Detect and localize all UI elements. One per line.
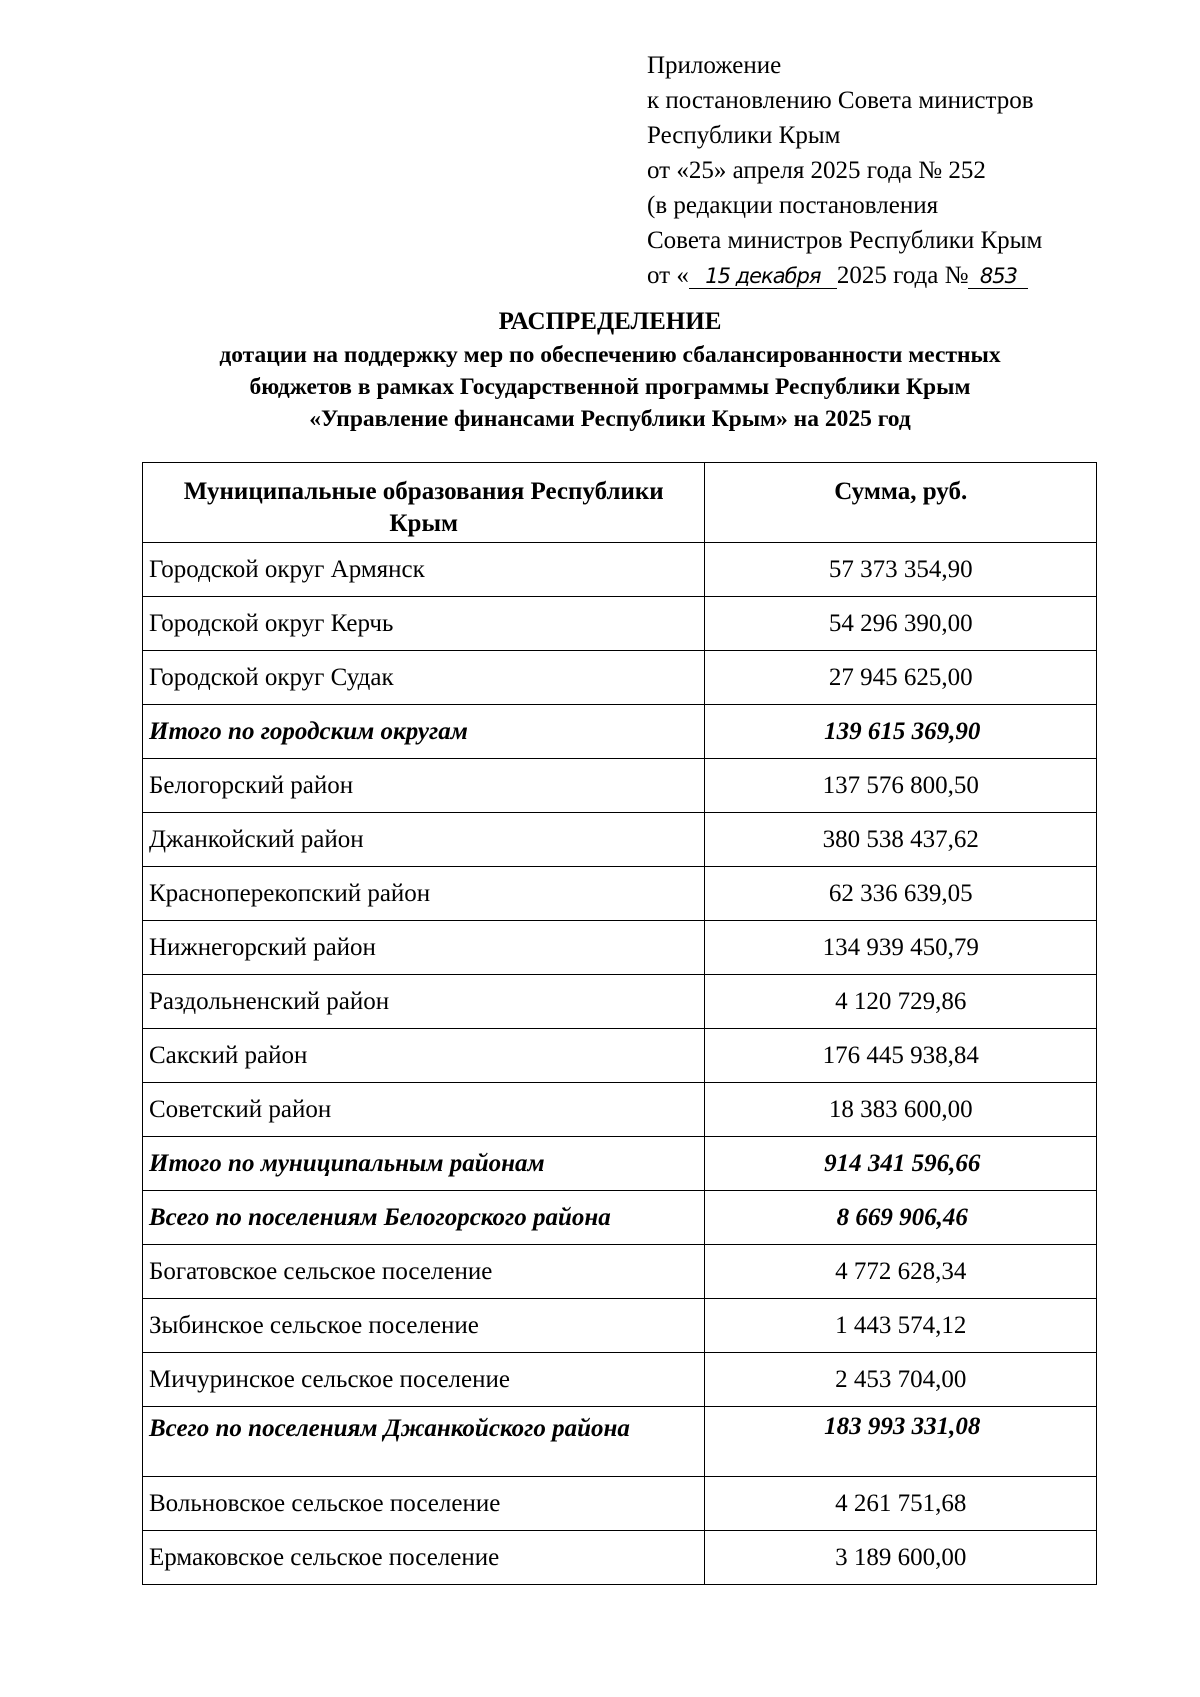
row-name: Всего по поселениям Джанкойского района bbox=[143, 1407, 705, 1477]
row-sum: 8 669 906,46 bbox=[705, 1191, 1097, 1245]
table-row bbox=[143, 543, 1097, 597]
table-row bbox=[143, 1029, 1097, 1083]
row-sum: 134 939 450,79 bbox=[705, 921, 1097, 975]
row-sum: 27 945 625,00 bbox=[705, 651, 1097, 705]
row-name: Зыбинское сельское поселение bbox=[143, 1299, 705, 1353]
appendix-line-6: Совета министров Республики Крым bbox=[647, 227, 1043, 254]
row-sum: 4 261 751,68 bbox=[705, 1477, 1097, 1531]
row-sum: 18 383 600,00 bbox=[705, 1083, 1097, 1137]
table-row bbox=[143, 975, 1097, 1029]
distribution-table bbox=[142, 462, 1097, 1585]
row-name: Городской округ Армянск bbox=[143, 543, 705, 597]
row-name: Советский район bbox=[143, 1083, 705, 1137]
table-row bbox=[143, 1477, 1097, 1531]
table-row bbox=[143, 1353, 1097, 1407]
table-row bbox=[143, 1299, 1097, 1353]
appendix-date-prefix: от « bbox=[647, 262, 689, 289]
row-sum: 380 538 437,62 bbox=[705, 813, 1097, 867]
appendix-year-number-label: 2025 года № bbox=[836, 262, 969, 289]
row-sum: 914 341 596,66 bbox=[705, 1137, 1097, 1191]
row-name: Мичуринское сельское поселение bbox=[143, 1353, 705, 1407]
table-row bbox=[143, 921, 1097, 975]
row-sum: 57 373 354,90 bbox=[705, 543, 1097, 597]
appendix-line-3: Республики Крым bbox=[647, 122, 841, 149]
appendix-line-5: (в редакции постановления bbox=[647, 192, 939, 219]
row-name: Белогорский район bbox=[143, 759, 705, 813]
row-sum: 3 189 600,00 bbox=[705, 1531, 1097, 1585]
appendix-line-2: к постановлению Совета министров bbox=[647, 87, 1034, 114]
header-municipality: Муниципальные образования Республики Крым bbox=[143, 463, 705, 543]
table-row bbox=[143, 813, 1097, 867]
subtotal-row bbox=[143, 705, 1097, 759]
table-row bbox=[143, 597, 1097, 651]
table-row bbox=[143, 1245, 1097, 1299]
handwritten-date: 15 декабря bbox=[689, 264, 837, 289]
header-sum: Сумма, руб. bbox=[705, 463, 1097, 543]
table-row bbox=[143, 759, 1097, 813]
row-name: Раздольненский район bbox=[143, 975, 705, 1029]
appendix-line-4: от «25» апреля 2025 года № 252 bbox=[647, 157, 986, 184]
title-main: РАСПРЕДЕЛЕНИЕ bbox=[498, 308, 722, 335]
row-sum: 4 120 729,86 bbox=[705, 975, 1097, 1029]
row-sum: 176 445 938,84 bbox=[705, 1029, 1097, 1083]
row-sum: 137 576 800,50 bbox=[705, 759, 1097, 813]
row-name: Красноперекопский район bbox=[143, 867, 705, 921]
row-sum: 4 772 628,34 bbox=[705, 1245, 1097, 1299]
document-title bbox=[130, 305, 1090, 435]
table-row bbox=[143, 867, 1097, 921]
handwritten-number: 853 bbox=[968, 264, 1028, 289]
row-name: Всего по поселениям Белогорского района bbox=[143, 1191, 705, 1245]
subtotal-row bbox=[143, 1137, 1097, 1191]
row-name: Вольновское сельское поселение bbox=[143, 1477, 705, 1531]
title-line-2: бюджетов в рамках Государственной программы Республики Крым bbox=[249, 374, 971, 400]
row-sum: 139 615 369,90 bbox=[705, 705, 1097, 759]
row-name: Итого по городским округам bbox=[143, 705, 705, 759]
appendix-block bbox=[647, 48, 1042, 293]
row-name: Городской округ Керчь bbox=[143, 597, 705, 651]
row-name: Городской округ Судак bbox=[143, 651, 705, 705]
table-row bbox=[143, 1083, 1097, 1137]
row-name: Ермаковское сельское поселение bbox=[143, 1531, 705, 1585]
table-row bbox=[143, 651, 1097, 705]
table-row bbox=[143, 1531, 1097, 1585]
appendix-line-7 bbox=[647, 258, 1042, 293]
row-name: Богатовское сельское поселение bbox=[143, 1245, 705, 1299]
subtotal-row bbox=[143, 1191, 1097, 1245]
title-line-1: дотации на поддержку мер по обеспечению сбалансированности местных bbox=[219, 342, 1001, 368]
title-line-3: «Управление финансами Республики Крым» на 2025 год bbox=[309, 406, 911, 432]
row-sum: 183 993 331,08 bbox=[705, 1407, 1097, 1477]
row-sum: 2 453 704,00 bbox=[705, 1353, 1097, 1407]
row-name: Сакский район bbox=[143, 1029, 705, 1083]
appendix-line-1: Приложение bbox=[647, 52, 782, 79]
row-name: Нижнегорский район bbox=[143, 921, 705, 975]
row-sum: 54 296 390,00 bbox=[705, 597, 1097, 651]
subtotal-row bbox=[143, 1407, 1097, 1477]
row-name: Итого по муниципальным районам bbox=[143, 1137, 705, 1191]
row-sum: 62 336 639,05 bbox=[705, 867, 1097, 921]
row-name: Джанкойский район bbox=[143, 813, 705, 867]
row-sum: 1 443 574,12 bbox=[705, 1299, 1097, 1353]
table-header-row bbox=[143, 463, 1097, 543]
